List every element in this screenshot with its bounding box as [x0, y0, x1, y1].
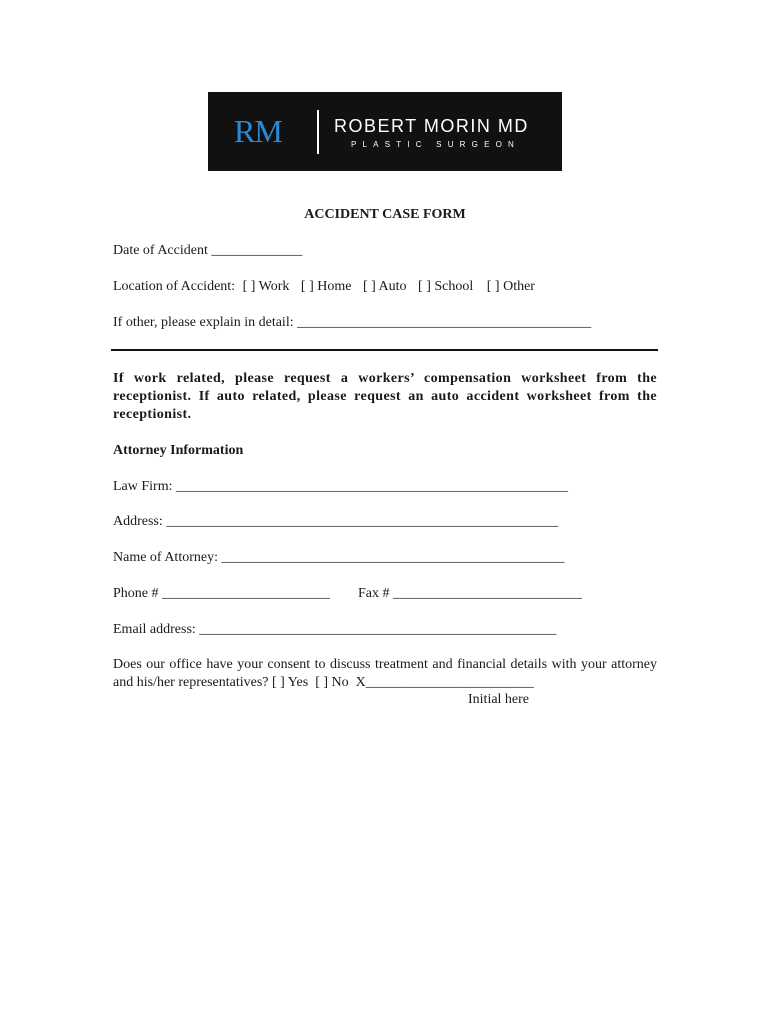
option-label-auto: Auto: [378, 279, 407, 294]
consent-text: Does our office have your consent to discuss treatment and financial details with your attorney and his/her representatives?: [113, 657, 657, 690]
checkbox-auto[interactable]: [ ]: [362, 279, 376, 294]
form-title: ACCIDENT CASE FORM: [304, 207, 466, 222]
section-divider: [111, 349, 658, 351]
email-field[interactable]: Email address: ___________________________________________________: [113, 622, 557, 637]
option-label-school: School: [434, 279, 474, 294]
logo-divider: [317, 110, 319, 154]
location-option-other[interactable]: [487, 279, 535, 294]
logo-practice-name: ROBERT MORIN MD: [334, 116, 529, 136]
consent-yes-option[interactable]: [ ] Yes: [272, 674, 309, 690]
initial-here-label: Initial here: [468, 692, 530, 707]
law-firm-field[interactable]: Law Firm: ________________________________________________________: [113, 479, 568, 494]
consent-no-option[interactable]: [ ] No: [315, 674, 349, 690]
logo-monogram: RM: [234, 113, 282, 149]
location-option-auto[interactable]: [363, 279, 407, 294]
attorney-name-field[interactable]: Name of Attorney: _________________________________________________: [113, 550, 565, 565]
option-label-home: Home: [317, 279, 352, 294]
location-option-school[interactable]: [418, 279, 473, 294]
checkbox-home[interactable]: [ ]: [300, 279, 314, 294]
checkbox-other[interactable]: [ ]: [486, 279, 500, 294]
address-field[interactable]: Address: ________________________________________________________: [113, 514, 559, 529]
attorney-heading: Attorney Information: [113, 443, 244, 458]
date-of-accident-field[interactable]: Date of Accident _____________: [113, 243, 303, 258]
logo-subtitle: PLASTIC SURGEON: [351, 140, 521, 149]
phone-field[interactable]: Phone # ________________________: [113, 586, 330, 601]
initial-signature-field[interactable]: X________________________: [355, 674, 534, 690]
option-label-other: Other: [503, 279, 535, 294]
other-explain-field[interactable]: If other, please explain in detail: __________________________________________: [113, 315, 592, 330]
checkbox-school[interactable]: [ ]: [418, 279, 431, 294]
location-of-accident-row: [113, 278, 535, 295]
fax-field[interactable]: Fax # ___________________________: [358, 586, 582, 601]
worksheet-notice: If work related, please request a workers’ compensation worksheet from the receptionist. If auto related, please request an auto accident worksheet from the receptionist.: [113, 371, 657, 422]
checkbox-work[interactable]: [ ]: [242, 279, 256, 294]
location-option-home[interactable]: [301, 279, 352, 294]
option-label-work: Work: [258, 279, 290, 294]
location-option-work[interactable]: [243, 279, 290, 294]
location-label: Location of Accident:: [113, 279, 236, 294]
consent-question: [113, 656, 657, 691]
practice-logo: [208, 92, 562, 171]
